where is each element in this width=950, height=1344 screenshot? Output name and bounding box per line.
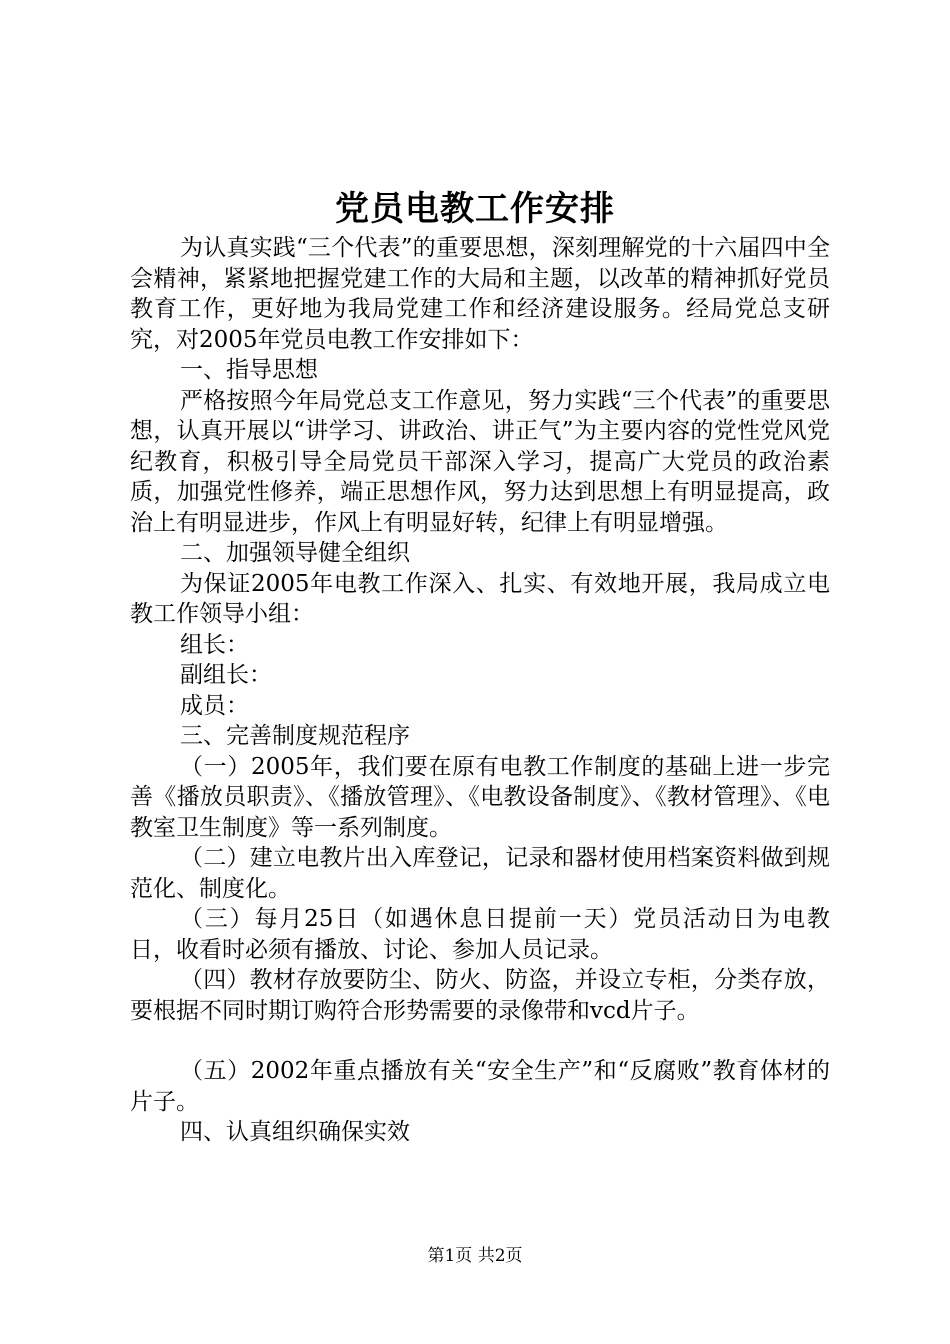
list-item-2: （二）建立电教片出入库登记，记录和器材使用档案资料做到规范化、制度化。: [130, 845, 830, 902]
paragraph-leadership: 为保证2005年电教工作深入、扎实、有效地开展，我局成立电教工作领导小组：: [130, 570, 830, 627]
section-heading-4: 四、认真组织确保实效: [180, 1119, 410, 1145]
document-title: 党员电教工作安排: [335, 189, 615, 229]
group-leader-line: 组长：: [180, 631, 249, 658]
members-line: 成员：: [180, 692, 249, 719]
section-heading-3: 三、完善制度规范程序: [180, 723, 410, 749]
document-body: [130, 233, 830, 1148]
deputy-leader-line: 副组长：: [180, 662, 272, 688]
list-item-5: （五）2002年重点播放有关“安全生产”和“反腐败”教育体材的片子。: [130, 1058, 830, 1115]
section-heading-1: 一、指导思想: [180, 357, 318, 383]
paragraph-guiding-thought: 严格按照今年局党总支工作意见，努力实践“三个代表”的重要思想，认真开展以“讲学习、讲政治、讲正气”为主要内容的党性党风党纪教育，积极引导全局党员干部深入学习，提高广大党员的政治素质，加强党性修养，端正思想作风，努力达到思想上有明显提高，政治上有明显进步，作风上有明显好转，纪律上有明显增强。: [130, 387, 830, 536]
section-heading-2: 二、加强领导健全组织: [180, 540, 410, 566]
list-item-1: （一）2005年，我们要在原有电教工作制度的基础上进一步完善《播放员职责》、《播放管理》、《电教设备制度》、《教材管理》、《电教室卫生制度》等一系列制度。: [130, 753, 830, 841]
page-number-footer: 第1页 共2页: [427, 1246, 523, 1266]
list-item-4: （四）教材存放要防尘、防火、防盗，并设立专柜，分类存放，要根据不同时期订购符合形势需要的录像带和vcd片子。: [130, 967, 830, 1024]
list-item-3: （三）每月25日（如遇休息日提前一天）党员活动日为电教日，收看时必须有播放、讨论、参加人员记录。: [130, 906, 830, 963]
paragraph-intro: 为认真实践“三个代表”的重要思想，深刻理解党的十六届四中全会精神，紧紧地把握党建工作的大局和主题，以改革的精神抓好党员教育工作，更好地为我局党建工作和经济建设服务。经局党总支研究，对2005年党员电教工作安排如下：: [130, 235, 830, 353]
